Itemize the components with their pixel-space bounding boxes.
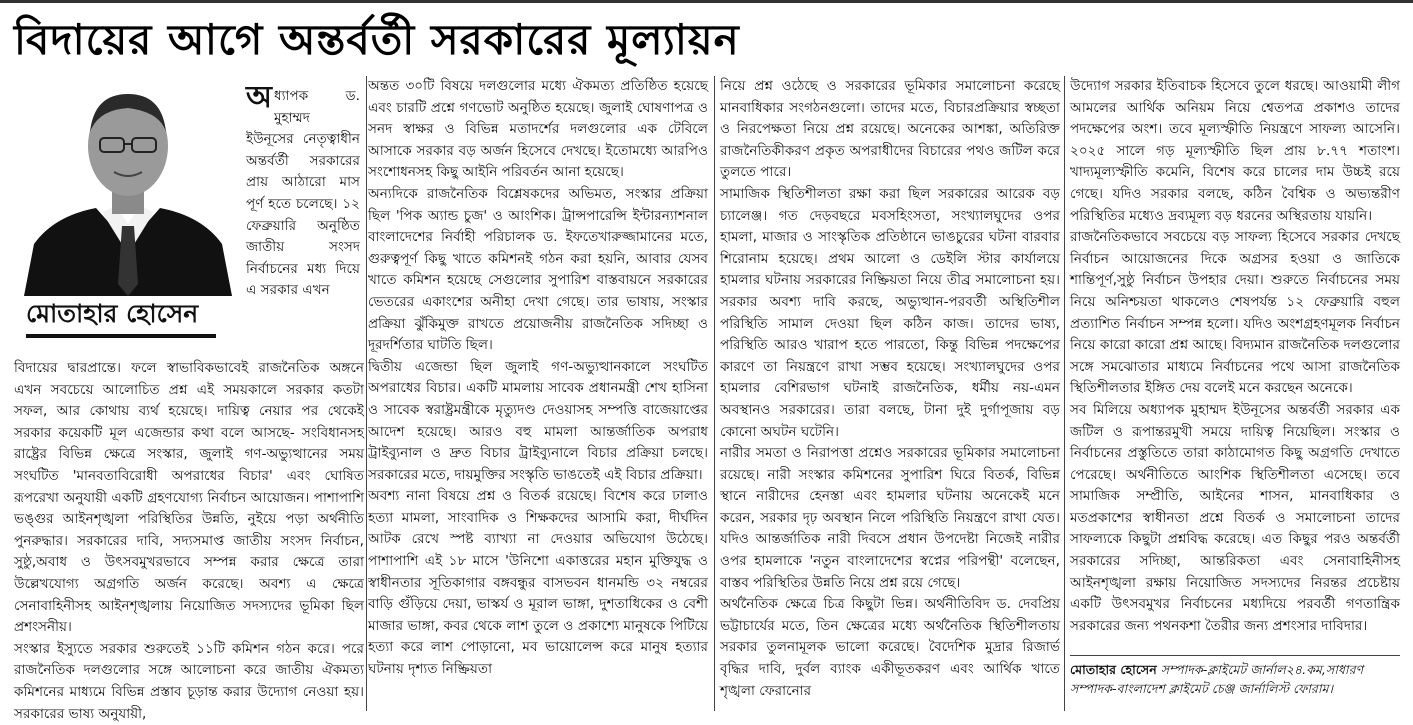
column-3 [720,76,1060,706]
headline: বিদায়ের আগে অন্তর্বর্তী সরকারের মূল্যায়ন [14,15,740,64]
paragraph: উদ্যোগ সরকার ইতিবাচক হিসেবে তুলে ধরছে। আওয়ামী লীগ আমলের আর্থিক অনিয়ম নিয়ে শ্বেতপত্র প্রকাশও তাদের পদক্ষেপের অংশ। তবে মূল্যস্ফীতি নিয়ন্ত্রণে সাফল্য আসেনি। ২০২৫ সালে গড় মূল্যস্ফীতি ছিল প্রায় ৮.৭৭ শতাংশ। খাদ্যমূল্যস্ফীতি কমেনি, বিশেষ করে চালের দাম উচ্চই রয়ে গেছে। যদিও সরকার বলছে, কঠিন বৈশ্বিক ও অভ্যন্তরীণ পরিস্থিতির মধ্যেও দ্রব্যমূল্য বড় ধরনের অস্থিরতায় যায়নি। [1070,78,1400,224]
paragraph: বিদায়ের দ্বারপ্রান্তে। ফলে স্বাভাবিকভাবেই রাজনৈতিক অঙ্গনে এখন সবচেয়ে আলোচিত প্রশ্ন এই সময়কালে সরকার কতটা সফল, আর কোথায় ব্যর্থ হয়েছে। দায়িত্ব নেয়ার পর থেকেই সরকার কয়েকটি মূল এজেন্ডার কথা বলে আসছে- সংবিধানসহ রাষ্ট্রের বিভিন্ন ক্ষেত্রে সংস্কার, জুলাই গণ-অভ্যুত্থানের সময় সংঘটিত 'মানবতাবিরোধী অপরাধের বিচার' এবং ঘোষিত রূপরেখা অনুযায়ী একটি গ্রহণযোগ্য নির্বাচন আয়োজন। পাশাপাশি ভঙ্গুর আইনশৃঙ্খলা পরিস্থিতির উন্নতি, নুইয়ে পড়া অর্থনীতি পুনরুদ্ধার। সরকারের দাবি, সদ্যসমাপ্ত জাতীয় সংসদ নির্বাচন, সুষ্ঠু,অবাধ ও উৎসবমুখরভাবে সম্পন্ন করার ক্ষেত্রে তারা উল্লেখযোগ্য অগ্রগতি অর্জন করেছে। অবশ্য এ ক্ষেত্রে সেনাবাহিনীসহ আইনশৃঙ্খলায় নিয়োজিত সদস্যদের ভূমিকা ছিল প্রশংসনীয়। [14,360,364,636]
footer-divider [1070,655,1400,656]
byline-underline [26,334,216,338]
paragraph: নারীর সমতা ও নিরাপত্তা প্রশ্নেও সরকারের ভূমিকার সমালোচনা রয়েছে। নারী সংস্কার কমিশনের সুপারিশ ঘিরে বিতর্ক, বিভিন্ন স্থানে নারীদের হেনস্তা এবং হামলার ঘটনায় অনেকেই মনে করেন, সরকার দৃঢ় অবস্থান নিলে পরিস্থিতি নিয়ন্ত্রণে রাখা যেত। যদিও আন্তর্জাতিক নারী দিবসে প্রধান উপদেষ্টা নিজেই নারীর ওপর হামলাকে 'নতুন বাংলাদেশের স্বপ্নের পরিপন্থী' বলেছেন, বাস্তব পরিস্থিতির উন্নতি নিয়ে প্রশ্ন রয়ে গেছে। [720,445,1060,591]
author-portrait [14,84,242,296]
column-divider [1064,76,1065,711]
paragraph: দ্বিতীয় এজেন্ডা ছিল জুলাই গণ-অভ্যুত্থানকালে সংঘটিত অপরাধের বিচার। একটি মামলায় সাবেক প্রধানমন্ত্রী শেখ হাসিনা ও সাবেক স্বরাষ্ট্রমন্ত্রীকে মৃত্যুদণ্ড দেওয়াসহ সম্পত্তি বাজেয়াপ্তের আদেশ হয়েছে। আরও বহু মামলা আন্তর্জাতিক অপরাধ ট্রাইব্যুনাল ও দ্রুত বিচার ট্রাইব্যুনালে বিচার প্রক্রিয়া চলছে। সরকারের মতে, দায়মুক্তির সংস্কৃতি ভাঙতেই এই বিচার প্রক্রিয়া। [368,358,708,483]
paragraph: নিয়ে প্রশ্ন ওঠেছে ও সরকারের ভূমিকার সমালোচনা করেছে মানবাধিকার সংগঠনগুলো। তাদের মতে, বিচারপ্রক্রিয়ার স্বচ্ছতা ও নিরপেক্ষতা নিয়ে প্রশ্ন রয়েছে। অনেকের আশঙ্কা, অতিরিক্ত রাজনৈতিকীকরণ প্রকৃত অপরাধীদের বিচারের পথও জটিল করে তুলতে পারে। [720,78,1060,181]
footer-author-bio: সম্পাদক-ক্লাইমেট জার্নাল২৪.কম,সাধারণ সম্পাদক-বাংলাদেশ ক্লাইমেট চেঞ্জ জার্নালিস্ট ফোরাম। [1070,662,1364,696]
paragraph: রাজনৈতিকভাবে সবচেয়ে বড় সাফল্য হিসেবে সরকার দেখছে নির্বাচন আয়োজনের দিকে অগ্রসর হওয়া ও জাতিকে শান্তিপূর্ণ,সুষ্ঠু নির্বাচন উপহার দেয়া। শুরুতে নির্বাচনের সময় নিয়ে অনিশ্চয়তা থাকলেও শেষপর্যন্ত ১২ ফেব্রুয়ারি বহুল প্রত্যাশিত নির্বাচন সম্পন্ন হলো। যদিও অংশগ্রহণমূলক নির্বাচন নিয়ে কারো কারো প্রশ্ন আছে। বিদ্যমান রাজনৈতিক দলগুলোর সঙ্গে সমঝোতার মাধ্যমে নির্বাচনের পথে আসা রাজনৈতিক স্থিতিশীলতার ইঙ্গিত দেয় বলেই মনে করছেন অনেকে। [1070,229,1400,397]
intro-paragraph [246,80,360,302]
column-divider [366,76,367,711]
author-byline: মোতাহার হোসেন [26,299,199,328]
paragraph: অর্থনৈতিক ক্ষেত্রে চিত্র কিছুটা ভিন্ন। অর্থনীতিবিদ ড. দেবপ্রিয় ভট্টাচার্যের মতে, তিন ক্ষেত্রের মধ্যে অর্থনৈতিক স্থিতিশীলতায় সরকার তুলনামূলক ভালো করেছে। বৈদেশিক মুদ্রার রিজার্ভ বৃদ্ধির দাবি, দুর্বল ব্যাংক একীভূতকরণ এবং আর্থিক খাতে শৃঙ্খলা ফেরানোর [720,596,1060,699]
author-footer [1070,660,1400,698]
intro-text: ধ্যাপক ড. মুহাম্মদ ইউনূসের নেতৃত্বাধীন অন্তর্বর্তী সরকারের প্রায় আঠারো মাস পূর্ণ হতে চলেছে। ১২ ফেব্রুয়ারি অনুষ্ঠিত জাতীয় সংসদ নির্বাচনের মধ্য দিয়ে এ সরকার এখন [246,88,360,299]
paragraph: সব মিলিয়ে অধ্যাপক মুহাম্মদ ইউনূসের অন্তর্বর্তী সরকার এক জটিল ও রূপান্তরমুখী সময়ে দায়িত্ব নিয়েছিল। সংস্কার ও নির্বাচনের প্রস্তুতিতে তারা কাঠামোগত কিছু অগ্রগতি দেখাতে পেরেছে। অর্থনীতিতে আংশিক স্থিতিশীলতা এসেছে। তবে সামাজিক সম্প্রীতি, আইনের শাসন, মানবাধিকার ও মতপ্রকাশের স্বাধীনতা প্রশ্নে বিতর্ক ও সমালোচনা তাদের সাফল্যকে কিছুটা প্রশ্নবিদ্ধ করেছে। এত কিছুর পরও অন্তর্বর্তী সরকারের সদিচ্ছা, আন্তরিকতা এবং সেনাবাহিনীসহ আইনশৃঙ্খলা রক্ষায় নিয়োজিত সদস্যদের নিরন্তর প্রচেষ্টায় একটি উৎসবমুখর নির্বাচনের মধ্যদিয়ে পরবর্তী গণতান্ত্রিক সরকারের জন্য পথনকশা তৈরীর জন্য প্রশংসার দাবিদার। [1070,401,1400,634]
footer-author-name: মোতাহার হোসেন [1070,662,1157,677]
column-1 [14,358,364,722]
author-photo-block [14,84,242,336]
paragraph: অবশ্য নানা বিষয়ে প্রশ্ন ও বিতর্ক রয়েছে। বিশেষ করে ঢালাও হত্যা মামলা, সাংবাদিক ও শিক্ষকদের আসামি করা, দীর্ঘদিন আটক রেখে স্পষ্ট ব্যাখ্যা না দেওয়ার অভিযোগ উঠেছে। পাশাপাশি এই ১৮ মাসে 'উনিশো একাত্তরের মহান মুক্তিযুদ্ধ ও স্বাধীনতার সূতিকাগার বঙ্গবন্ধুর বাসভবন ধানমন্ডি ৩২ নম্বরের বাড়ি গুঁড়িয়ে দেয়া, ভাস্কর্য ও মূরাল ভাঙ্গা, দুশতাধিকের ও বেশী মাজার ভাঙ্গা, কবর থেকে লাশ তুলে ও প্রকাশ্যে মানুষকে পিটিয়ে হত্যা করে লাশ পোড়ানো, মব ভায়োলেন্স করে মানুষ হত্যার ঘটনায় দৃশ্যত নিষ্ক্রিয়তা [368,488,708,678]
column-2 [368,76,708,706]
paragraph: সংস্কার ইস্যুতে সরকার শুরুতেই ১১টি কমিশন গঠন করে। পরে রাজনৈতিক দলগুলোর সঙ্গে আলোচনা করে জাতীয় ঐকমত্য কমিশনের মাধ্যমে বিভিন্ন প্রস্তাব চূড়ান্ত করার উদ্যোগ নেওয়া হয়। সরকারের ভাষ্য অনুযায়ী, [14,640,364,722]
paragraph: অন্যদিকে রাজনৈতিক বিশ্লেষকদের অভিমত, সংস্কার প্রক্রিয়া ছিল 'পিক অ্যান্ড চুজ' ও আংশিক। ট্রান্সপারেন্সি ইন্টারন্যাশনাল বাংলাদেশের নির্বাহী পরিচালক ড. ইফতেখারুজ্জামানের মতে, গুরুত্বপূর্ণ কিছু খাতে কমিশনই গঠন করা হয়নি, আবার যেসব খাতে কমিশন হয়েছে সেগুলোর সুপারিশ বাস্তবায়নে সরকারের ভেতরের একাংশের অনীহা দেখা গেছে। তার ভাষায়, সংস্কার প্রক্রিয়া ঝুঁকিমুক্ত রাখতে প্রয়োজনীয় রাজনৈতিক সদিচ্ছা ও দূরদর্শিতার ঘাটতি ছিল। [368,185,708,354]
drop-cap: অ [246,80,272,115]
paragraph: সামাজিক স্থিতিশীলতা রক্ষা করা ছিল সরকারের আরেক বড় চ্যালেঞ্জ। গত দেড়বছরে মবসহিংসতা, সংখ্যালঘুদের ওপর হামলা, মাজার ও সাংস্কৃতিক প্রতিষ্ঠানে ভাঙচুরের ঘটনা বারবার শিরোনাম হয়েছে। প্রথম আলো ও ডেইলি স্টার কার্যালয়ে হামলার ঘটনায় সরকারের নিষ্ক্রিয়তা নিয়ে তীব্র সমালোচনা হয়। সরকার অবশ্য দাবি করছে, অভ্যুত্থান-পরবর্তী অস্থিতিশীল পরিস্থিতি সামাল দেওয়া ছিল কঠিন কাজ। তাদের ভাষ্য, পরিস্থিতি আরও খারাপ হতে পারতো, কিন্তু বিভিন্ন পদক্ষেপের কারণে তা নিয়ন্ত্রণে রাখা সম্ভব হয়েছে। সংখ্যালঘুদের ওপর হামলার বেশিরভাগ ঘটনাই রাজনৈতিক, ধর্মীয় নয়-এমন অবস্থানও সরকারের। তারা বলছে, টানা দুই দুর্গাপূজায় বড় কোনো অঘটন ঘটেনি। [720,185,1060,440]
column-4 [1070,76,1400,648]
column-divider [714,76,715,711]
top-border [0,0,1413,3]
paragraph: অন্তত ৩০টি বিষয়ে দলগুলোর মধ্যে ঐকমত্য প্রতিষ্ঠিত হয়েছে এবং চারটি প্রশ্নে গণভোট অনুষ্ঠিত হয়েছে। জুলাই ঘোষণাপত্র ও সনদ স্বাক্ষর ও বিভিন্ন মতাদর্শের দলগুলোর এক টেবিলে আসাকে সরকার বড় অর্জন হিসেবে দেখছে। ইতোমধ্যে আরপিও সংশোধনসহ কিছু আইনি পরিবর্তন আনা হয়েছে। [368,78,708,181]
